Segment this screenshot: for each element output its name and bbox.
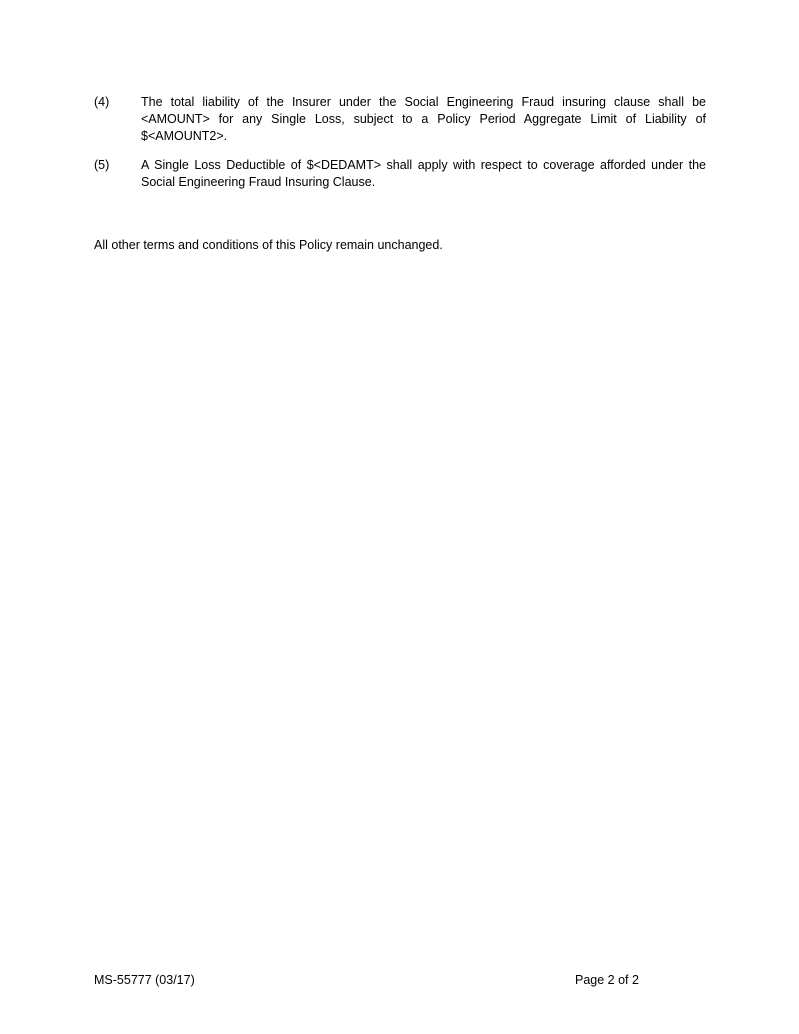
page-number: Page 2 of 2	[575, 973, 639, 987]
clause-number: (5)	[94, 158, 110, 172]
clause-text: A Single Loss Deductible of $<DEDAMT> shall apply with respect to coverage afforded under the Social Engineering Fraud Insuring Clause.	[141, 158, 706, 189]
clause-number: (4)	[94, 95, 110, 109]
clause-5	[94, 157, 706, 191]
clause-4	[94, 94, 706, 145]
clause-text: The total liability of the Insurer under the Social Engineering Fraud insuring clause shall be <AMOUNT> for any Single Loss, subject to a Policy Period Aggregate Limit of Liability of $<AMOUNT2>.	[141, 95, 706, 143]
form-number: MS-55777 (03/17)	[94, 973, 195, 987]
closing-statement: All other terms and conditions of this Policy remain unchanged.	[94, 238, 443, 252]
